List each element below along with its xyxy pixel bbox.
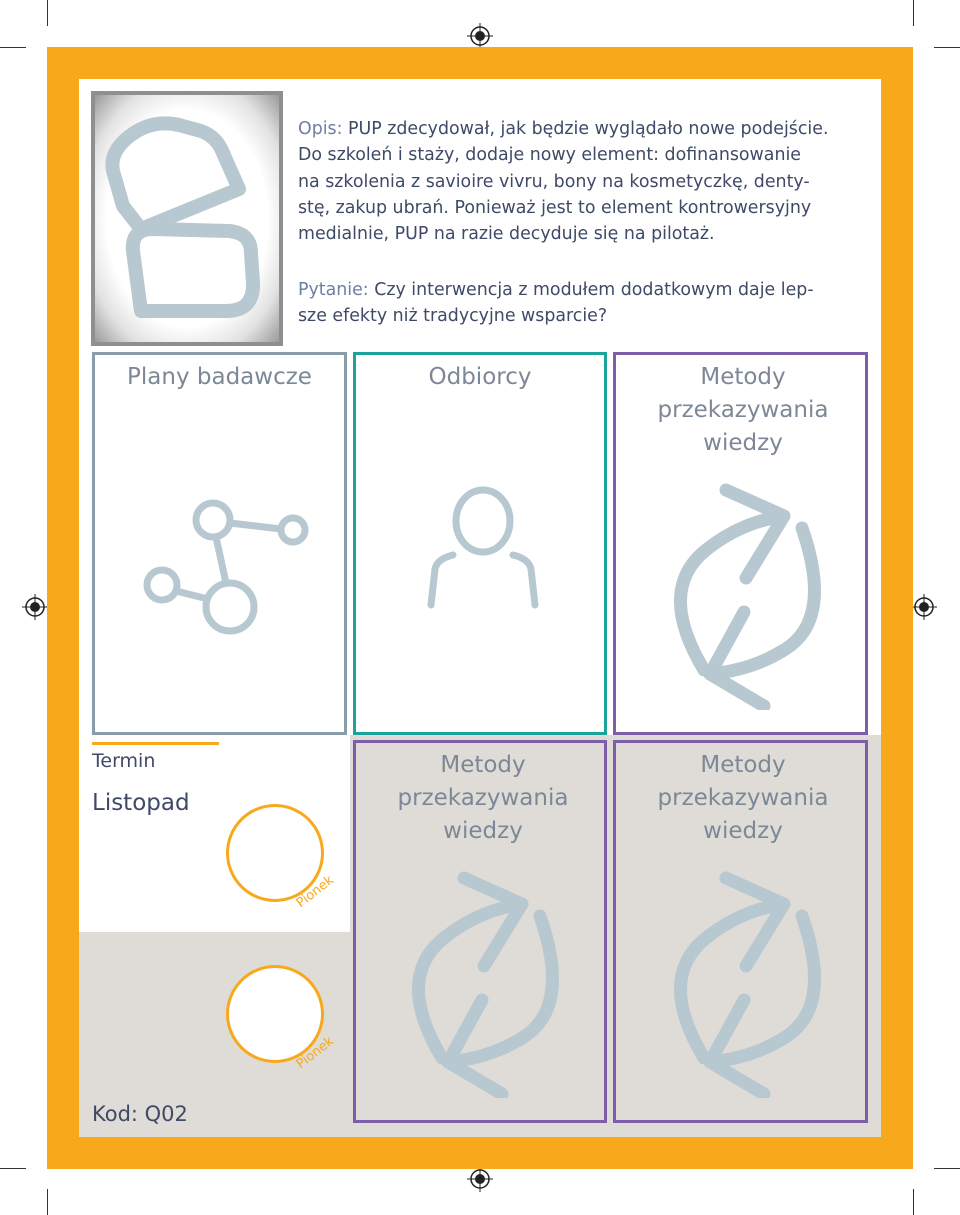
crop-mark <box>913 1189 914 1215</box>
question <box>298 277 858 330</box>
pawn-label: Pionek <box>293 872 337 911</box>
box-title: Metody przekazywania wiedzy <box>397 752 569 844</box>
crop-mark <box>47 0 48 26</box>
description-line: na szkolenia z savioire vivru, bony na kosmetyczkę, denty- <box>298 171 810 192</box>
description <box>298 116 858 247</box>
question-line: sze efekty niż tradycyjne wsparcie? <box>298 306 608 327</box>
card-code: Kod: Q02 <box>92 1102 188 1126</box>
crop-mark <box>913 0 914 26</box>
user-icon <box>423 485 543 615</box>
box-knowledge-methods <box>613 740 868 1123</box>
open-capsule-icon <box>101 111 271 326</box>
box-title: Metody przekazywania wiedzy <box>657 364 829 456</box>
description-line: stę, zakup ubrań. Ponieważ jest to element kontrowersyjny <box>298 197 812 218</box>
termin-value: Listopad <box>92 790 190 816</box>
box-title: Metody przekazywania wiedzy <box>657 752 829 844</box>
description-line: Do szkoleń i staży, dodaje nowy element: dofinansowanie <box>298 145 801 166</box>
refresh-arrows-icon <box>666 868 826 1098</box>
description-label: Opis: <box>298 119 343 139</box>
crop-mark <box>47 1189 48 1215</box>
box-title: Odbiorcy <box>428 364 532 390</box>
box-research-plans <box>92 352 347 735</box>
question-line: Czy interwencja z modułem dodatkowym daje lep- <box>374 280 814 300</box>
box-knowledge-methods <box>613 352 868 735</box>
question-label: Pytanie: <box>298 280 369 300</box>
refresh-arrows-icon <box>404 868 564 1098</box>
share-network-icon <box>140 495 310 645</box>
crop-mark <box>0 47 26 48</box>
crop-mark <box>934 47 960 48</box>
registration-mark-icon <box>22 594 48 620</box>
description-line: PUP zdecydował, jak będzie wyglądało nowe podejście. <box>348 119 829 139</box>
header-icon-frame <box>91 91 283 346</box>
registration-mark-icon <box>911 594 937 620</box>
crop-mark <box>0 1168 26 1169</box>
box-title: Plany badawcze <box>127 364 312 390</box>
pawn-label: Pionek <box>293 1033 337 1072</box>
registration-mark-icon <box>467 1166 493 1192</box>
box-recipients <box>353 352 607 735</box>
box-knowledge-methods <box>353 740 607 1123</box>
crop-mark <box>934 1168 960 1169</box>
termin-underline <box>92 742 219 745</box>
description-line: medialnie, PUP na razie decyduje się na pilotaż. <box>298 224 715 245</box>
registration-mark-icon <box>467 23 493 49</box>
refresh-arrows-icon <box>666 480 826 710</box>
termin-label: Termin <box>92 750 156 772</box>
